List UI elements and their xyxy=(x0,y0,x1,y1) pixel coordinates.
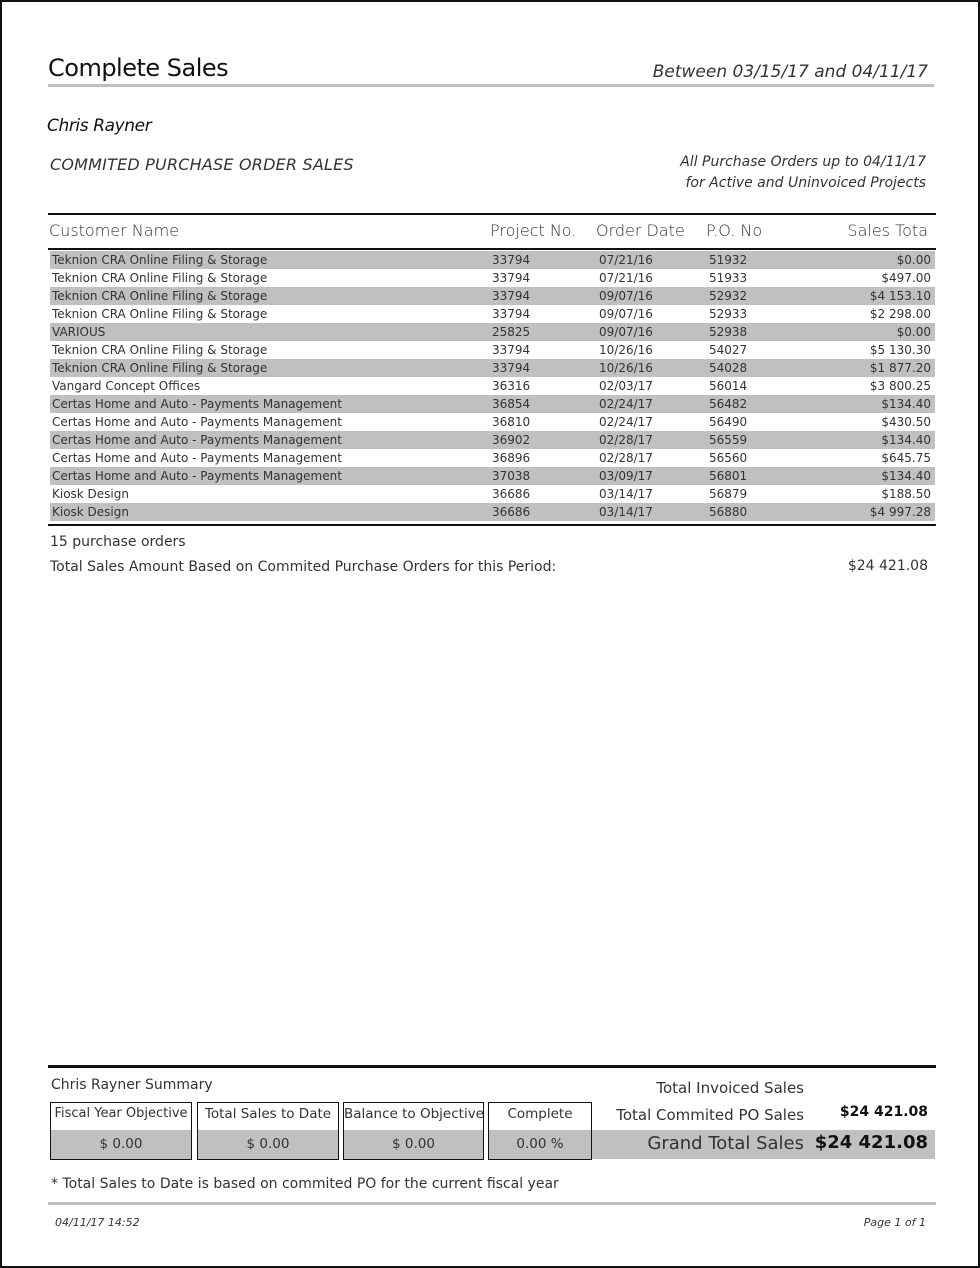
table-row xyxy=(50,395,935,413)
table-row xyxy=(50,269,935,287)
cell-project: 33794 xyxy=(492,343,531,357)
cell-total: $645.75 xyxy=(881,451,931,465)
cell-po: 52932 xyxy=(709,289,748,303)
cell-project: 36686 xyxy=(492,505,531,519)
cell-date: 07/21/16 xyxy=(599,271,653,285)
cell-date: 09/07/16 xyxy=(599,307,653,321)
cell-date: 02/28/17 xyxy=(599,451,653,465)
cell-date: 02/24/17 xyxy=(599,415,653,429)
cell-customer: Certas Home and Auto - Payments Management xyxy=(52,469,342,483)
column-header-date: Order Date xyxy=(596,221,685,240)
grand-total-value: $24 421.08 xyxy=(814,1132,928,1153)
cell-project: 33794 xyxy=(492,253,531,267)
cell-date: 09/07/16 xyxy=(599,289,653,303)
table-bottom-divider xyxy=(48,524,936,526)
cell-customer: Kiosk Design xyxy=(52,505,129,519)
cell-date: 02/03/17 xyxy=(599,379,653,393)
title-divider xyxy=(48,84,934,87)
kpi-label: Total Sales to Date xyxy=(204,1106,332,1122)
column-header-project: Project No. xyxy=(490,221,577,240)
table-row xyxy=(50,449,935,467)
table-row xyxy=(50,503,935,521)
cell-customer: Teknion CRA Online Filing & Storage xyxy=(52,343,268,357)
report-criteria xyxy=(680,152,926,194)
report-period: Between 03/15/17 and 04/11/17 xyxy=(652,62,928,82)
column-header-customer: Customer Name xyxy=(49,221,180,240)
cell-po: 56559 xyxy=(709,433,748,447)
cell-customer: Vangard Concept Offices xyxy=(52,379,201,393)
cell-customer: Kiosk Design xyxy=(52,487,129,501)
cell-po: 56880 xyxy=(709,505,748,519)
cell-po: 52933 xyxy=(709,307,748,321)
report-title: Complete Sales xyxy=(48,54,229,82)
cell-total: $3 800.25 xyxy=(869,379,931,393)
kpi-balance-to-objective xyxy=(343,1102,484,1160)
cell-project: 36854 xyxy=(492,397,531,411)
cell-date: 02/24/17 xyxy=(599,397,653,411)
cell-total: $2 298.00 xyxy=(869,307,931,321)
cell-po: 56560 xyxy=(709,451,748,465)
kpi-total-sales-to-date xyxy=(197,1102,339,1160)
kpi-complete xyxy=(488,1102,592,1160)
cell-date: 03/14/17 xyxy=(599,487,653,501)
column-header-po: P.O. No xyxy=(706,221,763,240)
table-row xyxy=(50,287,935,305)
cell-project: 36896 xyxy=(492,451,531,465)
period-total-label: Total Sales Amount Based on Commited Purchase Orders for this Period: xyxy=(50,559,557,575)
cell-customer: Certas Home and Auto - Payments Management xyxy=(52,433,342,447)
cell-po: 51932 xyxy=(709,253,748,267)
kpi-value: $ 0.00 xyxy=(344,1130,483,1159)
cell-po: 56482 xyxy=(709,397,748,411)
cell-project: 36686 xyxy=(492,487,531,501)
table-row xyxy=(50,359,935,377)
grand-total-label: Grand Total Sales xyxy=(647,1133,804,1154)
cell-customer: Certas Home and Auto - Payments Management xyxy=(52,451,342,465)
page-number: Page 1 of 1 xyxy=(863,1216,926,1229)
cell-total: $188.50 xyxy=(881,487,931,501)
cell-total: $497.00 xyxy=(881,271,931,285)
table-header-divider xyxy=(48,248,936,250)
purchase-order-count: 15 purchase orders xyxy=(50,534,186,550)
cell-date: 03/09/17 xyxy=(599,469,653,483)
cell-customer: VARIOUS xyxy=(52,325,106,339)
kpi-value: $ 0.00 xyxy=(51,1130,191,1159)
kpi-label: Complete xyxy=(507,1106,573,1122)
cell-project: 37038 xyxy=(492,469,531,483)
cell-total: $0.00 xyxy=(896,253,931,267)
cell-customer: Teknion CRA Online Filing & Storage xyxy=(52,253,268,267)
committed-po-sales-value: $24 421.08 xyxy=(839,1104,928,1120)
cell-date: 03/14/17 xyxy=(599,505,653,519)
table-row xyxy=(50,323,935,341)
table-row xyxy=(50,431,935,449)
salesperson-name: Chris Rayner xyxy=(47,116,152,136)
cell-date: 10/26/16 xyxy=(599,343,653,357)
cell-customer: Teknion CRA Online Filing & Storage xyxy=(52,307,268,321)
criteria-line-1: All Purchase Orders up to 04/11/17 xyxy=(680,154,926,170)
cell-total: $4 153.10 xyxy=(869,289,931,303)
cell-project: 33794 xyxy=(492,289,531,303)
table-row xyxy=(50,305,935,323)
cell-total: $5 130.30 xyxy=(869,343,931,357)
kpi-fiscal-year-objective xyxy=(50,1102,192,1160)
cell-project: 33794 xyxy=(492,271,531,285)
column-header-sales-total: Sales Tota xyxy=(847,221,928,240)
summary-divider xyxy=(48,1065,936,1068)
cell-project: 25825 xyxy=(492,325,531,339)
cell-customer: Certas Home and Auto - Payments Management xyxy=(52,397,342,411)
cell-project: 36902 xyxy=(492,433,531,447)
cell-po: 56801 xyxy=(709,469,748,483)
table-row xyxy=(50,377,935,395)
cell-date: 10/26/16 xyxy=(599,361,653,375)
cell-total: $134.40 xyxy=(881,397,931,411)
cell-total: $1 877.20 xyxy=(869,361,931,375)
summary-footnote: * Total Sales to Date is based on commited PO for the current fiscal year xyxy=(51,1176,559,1192)
kpi-label: Balance to Objective xyxy=(344,1106,484,1122)
cell-po: 54027 xyxy=(709,343,748,357)
cell-po: 51933 xyxy=(709,271,748,285)
cell-po: 56014 xyxy=(709,379,748,393)
kpi-label: Fiscal Year Objective xyxy=(54,1106,188,1121)
table-row xyxy=(50,413,935,431)
printed-timestamp: 04/11/17 14:52 xyxy=(55,1216,140,1229)
table-row xyxy=(50,467,935,485)
cell-customer: Certas Home and Auto - Payments Management xyxy=(52,415,342,429)
cell-project: 36810 xyxy=(492,415,531,429)
cell-po: 56490 xyxy=(709,415,748,429)
cell-date: 02/28/17 xyxy=(599,433,653,447)
cell-total: $134.40 xyxy=(881,433,931,447)
sales-table-body xyxy=(50,251,935,521)
criteria-line-2: for Active and Uninvoiced Projects xyxy=(685,175,926,191)
kpi-value: $ 0.00 xyxy=(198,1130,338,1159)
cell-total: $0.00 xyxy=(896,325,931,339)
cell-total: $4 997.28 xyxy=(869,505,931,519)
table-row xyxy=(50,485,935,503)
cell-customer: Teknion CRA Online Filing & Storage xyxy=(52,289,268,303)
cell-project: 33794 xyxy=(492,361,531,375)
cell-date: 07/21/16 xyxy=(599,253,653,267)
cell-customer: Teknion CRA Online Filing & Storage xyxy=(52,271,268,285)
cell-po: 54028 xyxy=(709,361,748,375)
cell-total: $430.50 xyxy=(881,415,931,429)
invoiced-sales-label: Total Invoiced Sales xyxy=(656,1079,804,1097)
table-row xyxy=(50,251,935,269)
cell-date: 09/07/16 xyxy=(599,325,653,339)
cell-po: 56879 xyxy=(709,487,748,501)
table-top-divider xyxy=(48,213,936,215)
table-row xyxy=(50,341,935,359)
committed-po-sales-label: Total Commited PO Sales xyxy=(616,1106,804,1124)
section-title: COMMITED PURCHASE ORDER SALES xyxy=(50,155,354,174)
cell-po: 52938 xyxy=(709,325,748,339)
cell-project: 36316 xyxy=(492,379,531,393)
summary-title: Chris Rayner Summary xyxy=(51,1077,213,1093)
cell-total: $134.40 xyxy=(881,469,931,483)
cell-customer: Teknion CRA Online Filing & Storage xyxy=(52,361,268,375)
footer-divider xyxy=(48,1202,936,1205)
cell-project: 33794 xyxy=(492,307,531,321)
period-total-value: $24 421.08 xyxy=(847,558,928,574)
kpi-value: 0.00 % xyxy=(489,1130,591,1159)
